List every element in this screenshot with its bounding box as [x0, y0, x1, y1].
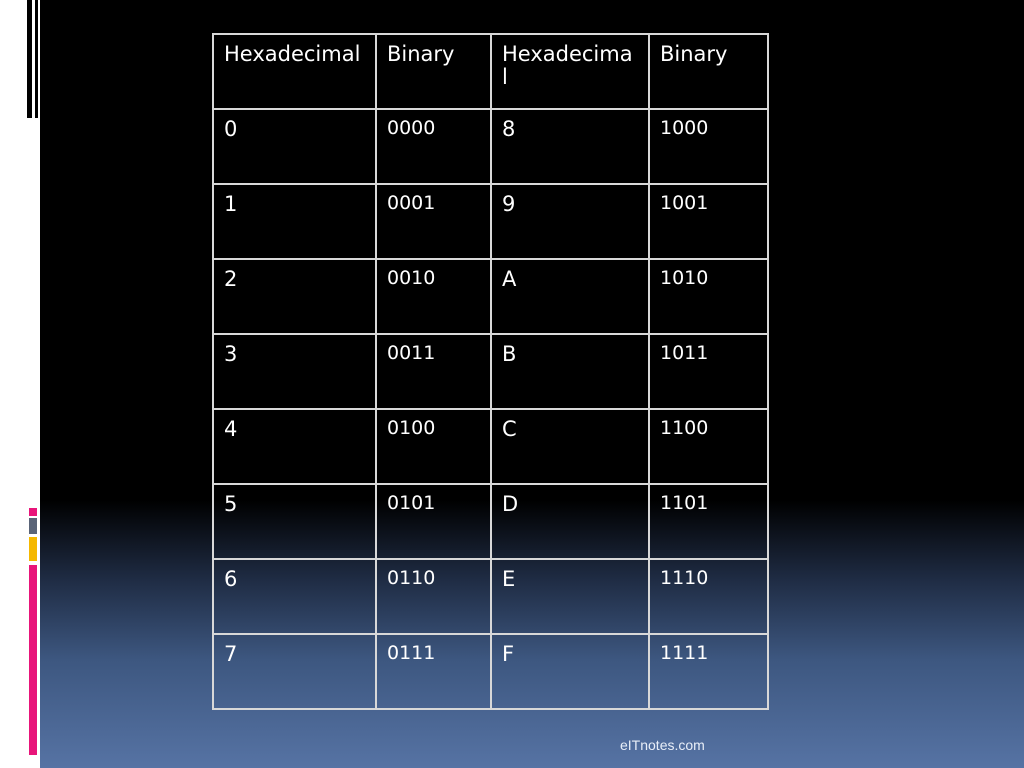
- header-cell: Binary: [649, 34, 768, 109]
- table-cell: 1000: [649, 109, 768, 184]
- table-cell: 0010: [376, 259, 491, 334]
- accent-bar-pink-top: [29, 508, 37, 516]
- table-cell: 8: [491, 109, 649, 184]
- table-cell: 1010: [649, 259, 768, 334]
- table-cell: 0: [213, 109, 376, 184]
- table-row: [213, 559, 768, 634]
- table-row: [213, 634, 768, 709]
- table-cell: 0011: [376, 334, 491, 409]
- header-cell: Binary: [376, 34, 491, 109]
- source-footer: eITnotes.com: [620, 737, 705, 753]
- table-cell: 0001: [376, 184, 491, 259]
- table-cell: 0111: [376, 634, 491, 709]
- table-cell: 0101: [376, 484, 491, 559]
- table-cell: 1110: [649, 559, 768, 634]
- header-cell: Hexadecimal: [213, 34, 376, 109]
- accent-bar-pink-long: [29, 565, 37, 755]
- decorative-vertical-bars: [25, 0, 45, 120]
- hex-binary-table-container: [212, 33, 769, 710]
- table-cell: 0000: [376, 109, 491, 184]
- table-cell: 0100: [376, 409, 491, 484]
- table-cell: F: [491, 634, 649, 709]
- accent-bar-gray: [29, 518, 37, 534]
- table-cell: E: [491, 559, 649, 634]
- table-cell: 7: [213, 634, 376, 709]
- table-cell: 1111: [649, 634, 768, 709]
- table-header-row: [213, 34, 768, 109]
- table-row: [213, 259, 768, 334]
- table-row: [213, 184, 768, 259]
- table-cell: 4: [213, 409, 376, 484]
- table-cell: 9: [491, 184, 649, 259]
- hex-binary-table: [212, 33, 769, 710]
- table-cell: 0110: [376, 559, 491, 634]
- table-cell: 1001: [649, 184, 768, 259]
- table-cell: 1100: [649, 409, 768, 484]
- table-cell: C: [491, 409, 649, 484]
- table-cell: 1101: [649, 484, 768, 559]
- table-cell: A: [491, 259, 649, 334]
- table-cell: 3: [213, 334, 376, 409]
- table-cell: 5: [213, 484, 376, 559]
- table-row: [213, 484, 768, 559]
- header-cell: Hexadecima l: [491, 34, 649, 109]
- accent-bar-yellow: [29, 537, 37, 561]
- table-cell: B: [491, 334, 649, 409]
- table-cell: 2: [213, 259, 376, 334]
- table-cell: 1: [213, 184, 376, 259]
- table-cell: 6: [213, 559, 376, 634]
- table-row: [213, 109, 768, 184]
- table-cell: 1011: [649, 334, 768, 409]
- table-row: [213, 334, 768, 409]
- table-cell: D: [491, 484, 649, 559]
- table-row: [213, 409, 768, 484]
